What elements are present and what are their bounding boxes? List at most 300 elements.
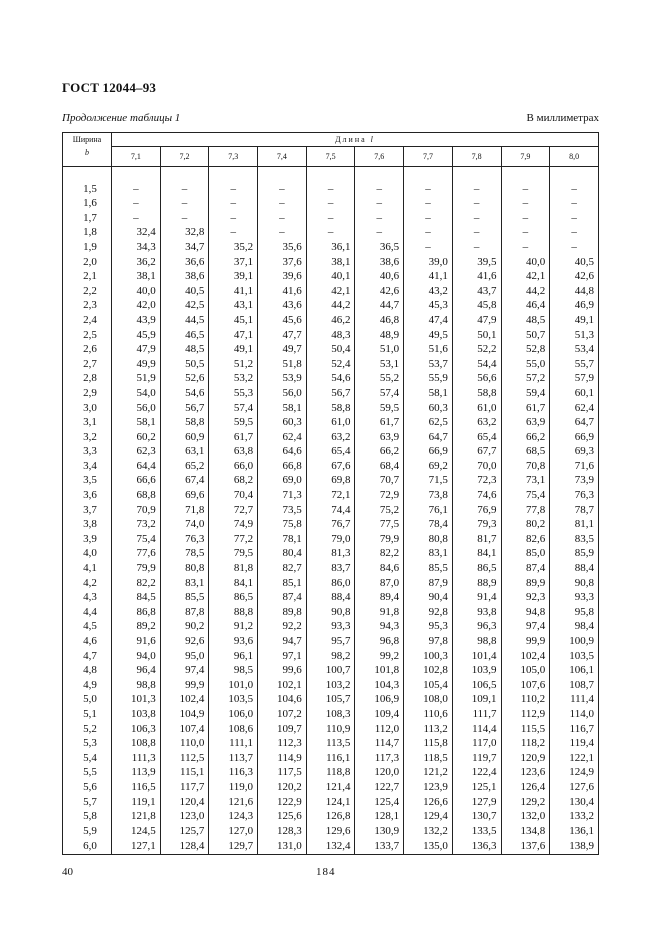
length-header <box>112 133 599 147</box>
area-cell: 63,1 <box>160 444 209 459</box>
area-cell: 40,5 <box>550 255 599 270</box>
length-column-header: 7,5 <box>306 147 355 167</box>
width-cell: 1,6 <box>63 196 112 211</box>
area-cell: 50,7 <box>501 328 550 343</box>
table-row <box>63 211 599 226</box>
table-row <box>63 532 599 547</box>
table-row <box>63 649 599 664</box>
area-cell: 67,6 <box>306 459 355 474</box>
area-cell: 85,1 <box>258 576 307 591</box>
area-cell: 121,6 <box>209 795 258 810</box>
area-cell: 85,5 <box>160 590 209 605</box>
area-cell: 78,1 <box>258 532 307 547</box>
area-cell: 92,8 <box>404 605 453 620</box>
area-cell: 42,1 <box>306 284 355 299</box>
area-cell: 92,3 <box>501 590 550 605</box>
area-cell: 67,4 <box>160 473 209 488</box>
area-cell: – <box>209 196 258 211</box>
area-cell: 47,7 <box>258 328 307 343</box>
width-cell: 4,9 <box>63 678 112 693</box>
area-cell: 52,2 <box>452 342 501 357</box>
area-cell: 133,2 <box>550 809 599 824</box>
area-cell: 125,7 <box>160 824 209 839</box>
area-cell: – <box>258 182 307 197</box>
area-cell: 124,5 <box>112 824 161 839</box>
width-symbol: b <box>85 148 89 157</box>
area-cell: 114,4 <box>452 722 501 737</box>
width-cell: 3,3 <box>63 444 112 459</box>
area-cell: 129,4 <box>404 809 453 824</box>
length-column-header: 7,1 <box>112 147 161 167</box>
area-cell: 56,6 <box>452 371 501 386</box>
area-cell: 74,9 <box>209 517 258 532</box>
area-cell: 71,5 <box>404 473 453 488</box>
area-cell: – <box>306 196 355 211</box>
area-cell: 49,1 <box>209 342 258 357</box>
width-cell: 4,2 <box>63 576 112 591</box>
area-cell: 49,7 <box>258 342 307 357</box>
area-cell: 73,9 <box>550 473 599 488</box>
area-cell: 108,8 <box>112 736 161 751</box>
area-cell: 83,1 <box>160 576 209 591</box>
area-cell: 75,4 <box>112 532 161 547</box>
area-cell: 103,9 <box>452 663 501 678</box>
width-cell: 4,4 <box>63 605 112 620</box>
area-cell: 118,2 <box>501 736 550 751</box>
width-cell: 4,6 <box>63 634 112 649</box>
area-cell: 116,7 <box>550 722 599 737</box>
area-cell: – <box>550 211 599 226</box>
area-cell: 96,1 <box>209 649 258 664</box>
area-cell: 126,6 <box>404 795 453 810</box>
area-cell: 98,4 <box>550 619 599 634</box>
area-cell: 57,4 <box>355 386 404 401</box>
area-cell: 106,5 <box>452 678 501 693</box>
area-cell: 135,0 <box>404 838 453 855</box>
width-cell: 3,4 <box>63 459 112 474</box>
area-cell: 70,4 <box>209 488 258 503</box>
area-cell: 32,8 <box>160 225 209 240</box>
area-cell: – <box>112 182 161 197</box>
area-cell: 87,9 <box>404 576 453 591</box>
area-cell: 42,6 <box>550 269 599 284</box>
width-cell: 2,1 <box>63 269 112 284</box>
area-cell: 97,4 <box>160 663 209 678</box>
area-cell: 125,1 <box>452 780 501 795</box>
area-cell: 55,2 <box>355 371 404 386</box>
area-cell: 109,1 <box>452 692 501 707</box>
area-cell: 80,8 <box>160 561 209 576</box>
area-cell: 66,2 <box>501 430 550 445</box>
area-cell: 35,6 <box>258 240 307 255</box>
area-cell: 49,1 <box>550 313 599 328</box>
area-cell: 98,2 <box>306 649 355 664</box>
table-row <box>63 663 599 678</box>
area-cell: 61,0 <box>306 415 355 430</box>
area-cell: 55,7 <box>550 357 599 372</box>
area-cell: 95,7 <box>306 634 355 649</box>
width-cell: 2,7 <box>63 357 112 372</box>
area-cell: 116,3 <box>209 765 258 780</box>
area-cell: 130,4 <box>550 795 599 810</box>
area-cell: 88,4 <box>306 590 355 605</box>
area-cell: 121,2 <box>404 765 453 780</box>
table-row <box>63 298 599 313</box>
width-label: Ширина <box>72 135 102 144</box>
area-cell: 119,1 <box>112 795 161 810</box>
area-cell: – <box>306 225 355 240</box>
area-cell: 38,1 <box>112 269 161 284</box>
table-row <box>63 795 599 810</box>
area-cell: 103,2 <box>306 678 355 693</box>
sheet-number: 184 <box>316 866 336 878</box>
area-cell: 45,8 <box>452 298 501 313</box>
area-cell: 82,2 <box>355 546 404 561</box>
width-cell: 1,5 <box>63 182 112 197</box>
area-cell: 82,2 <box>112 576 161 591</box>
area-cell: 45,9 <box>112 328 161 343</box>
width-cell: 5,8 <box>63 809 112 824</box>
area-cell: 46,2 <box>306 313 355 328</box>
table-row <box>63 517 599 532</box>
area-cell: 78,4 <box>404 517 453 532</box>
area-cell: 50,1 <box>452 328 501 343</box>
column-header-row <box>63 147 599 167</box>
area-cell: 40,0 <box>501 255 550 270</box>
area-cell: 46,4 <box>501 298 550 313</box>
area-cell: 122,9 <box>258 795 307 810</box>
area-cell: 117,3 <box>355 751 404 766</box>
width-cell: 3,9 <box>63 532 112 547</box>
area-cell: 120,9 <box>501 751 550 766</box>
area-cell: 85,9 <box>550 546 599 561</box>
table-row <box>63 736 599 751</box>
area-cell: 38,6 <box>160 269 209 284</box>
area-cell: 36,1 <box>306 240 355 255</box>
width-cell: 4,0 <box>63 546 112 561</box>
area-cell: 119,4 <box>550 736 599 751</box>
area-cell: 44,7 <box>355 298 404 313</box>
area-cell: 121,8 <box>112 809 161 824</box>
width-cell: 5,2 <box>63 722 112 737</box>
area-cell: 48,9 <box>355 328 404 343</box>
area-cell: 90,8 <box>306 605 355 620</box>
area-cell: 62,5 <box>404 415 453 430</box>
area-cell: 104,6 <box>258 692 307 707</box>
area-cell: 65,2 <box>160 459 209 474</box>
area-cell: 136,3 <box>452 838 501 855</box>
table-row <box>63 809 599 824</box>
area-cell: 49,9 <box>112 357 161 372</box>
area-cell: 130,7 <box>452 809 501 824</box>
area-cell: 86,8 <box>112 605 161 620</box>
area-cell: 71,3 <box>258 488 307 503</box>
area-cell: 60,3 <box>404 401 453 416</box>
width-cell: 4,1 <box>63 561 112 576</box>
width-cell: 2,2 <box>63 284 112 299</box>
area-cell: 99,9 <box>501 634 550 649</box>
width-cell: 5,3 <box>63 736 112 751</box>
area-cell: 89,9 <box>501 576 550 591</box>
area-cell: 98,8 <box>452 634 501 649</box>
area-cell: 60,3 <box>258 415 307 430</box>
area-cell: 56,0 <box>258 386 307 401</box>
area-cell: 54,4 <box>452 357 501 372</box>
table-row <box>63 576 599 591</box>
length-column-header: 7,6 <box>355 147 404 167</box>
area-cell: 107,6 <box>501 678 550 693</box>
area-cell: 95,8 <box>550 605 599 620</box>
table-row <box>63 401 599 416</box>
area-cell: 127,6 <box>550 780 599 795</box>
area-cell: 70,9 <box>112 503 161 518</box>
area-cell: – <box>501 240 550 255</box>
area-cell: 80,2 <box>501 517 550 532</box>
area-cell: 69,6 <box>160 488 209 503</box>
area-cell: 126,4 <box>501 780 550 795</box>
table-row <box>63 692 599 707</box>
area-cell: 78,5 <box>160 546 209 561</box>
area-cell: 129,6 <box>306 824 355 839</box>
area-cell: 132,2 <box>404 824 453 839</box>
area-cell: 32,4 <box>112 225 161 240</box>
area-cell: 114,0 <box>550 707 599 722</box>
area-cell: 96,8 <box>355 634 404 649</box>
area-cell: 71,6 <box>550 459 599 474</box>
area-cell: 73,8 <box>404 488 453 503</box>
area-cell: 56,7 <box>306 386 355 401</box>
width-cell: 3,2 <box>63 430 112 445</box>
table-row <box>63 430 599 445</box>
length-column-header: 7,3 <box>209 147 258 167</box>
area-cell: 96,4 <box>112 663 161 678</box>
area-cell: 93,3 <box>306 619 355 634</box>
area-cell: – <box>550 225 599 240</box>
area-cell: 99,2 <box>355 649 404 664</box>
area-cell: 39,6 <box>258 269 307 284</box>
area-cell: 93,8 <box>452 605 501 620</box>
area-cell: – <box>258 211 307 226</box>
area-cell: 76,3 <box>160 532 209 547</box>
area-cell: – <box>209 225 258 240</box>
area-cell: 64,4 <box>112 459 161 474</box>
area-cell: 94,3 <box>355 619 404 634</box>
table-row <box>63 751 599 766</box>
area-cell: 116,1 <box>306 751 355 766</box>
area-cell: 47,9 <box>112 342 161 357</box>
table-caption: Продолжение таблицы 1 <box>62 112 181 124</box>
area-cell: 42,1 <box>501 269 550 284</box>
area-cell: 128,1 <box>355 809 404 824</box>
area-cell: 52,8 <box>501 342 550 357</box>
area-cell: 45,1 <box>209 313 258 328</box>
area-cell: 43,7 <box>452 284 501 299</box>
area-cell: – <box>209 182 258 197</box>
area-cell: 51,2 <box>209 357 258 372</box>
area-cell: 76,3 <box>550 488 599 503</box>
area-cell: 66,8 <box>258 459 307 474</box>
area-cell: 43,2 <box>404 284 453 299</box>
area-cell: 41,6 <box>452 269 501 284</box>
area-cell: 84,1 <box>209 576 258 591</box>
width-cell: 5,1 <box>63 707 112 722</box>
area-cell: 42,0 <box>112 298 161 313</box>
width-cell: 5,4 <box>63 751 112 766</box>
table-row <box>63 182 599 197</box>
width-cell: 4,8 <box>63 663 112 678</box>
area-cell: 48,5 <box>501 313 550 328</box>
area-cell: 66,9 <box>404 444 453 459</box>
length-column-header: 8,0 <box>550 147 599 167</box>
table-row <box>63 415 599 430</box>
area-cell: 128,3 <box>258 824 307 839</box>
length-column-header: 7,4 <box>258 147 307 167</box>
area-cell: 132,4 <box>306 838 355 855</box>
width-cell: 4,5 <box>63 619 112 634</box>
area-cell: 82,6 <box>501 532 550 547</box>
area-cell: 45,3 <box>404 298 453 313</box>
area-cell: 66,0 <box>209 459 258 474</box>
area-cell: 58,1 <box>112 415 161 430</box>
area-cell: 112,3 <box>258 736 307 751</box>
area-cell: 105,0 <box>501 663 550 678</box>
width-cell: 1,9 <box>63 240 112 255</box>
page-number: 40 <box>62 866 73 878</box>
area-cell: 81,3 <box>306 546 355 561</box>
area-cell: 104,3 <box>355 678 404 693</box>
area-cell: 62,3 <box>112 444 161 459</box>
area-cell: 60,1 <box>550 386 599 401</box>
area-cell: 50,4 <box>306 342 355 357</box>
area-cell: 41,6 <box>258 284 307 299</box>
area-cell: – <box>306 211 355 226</box>
area-cell: 41,1 <box>404 269 453 284</box>
area-cell: 44,2 <box>306 298 355 313</box>
area-cell: 102,4 <box>501 649 550 664</box>
area-cell: 66,6 <box>112 473 161 488</box>
area-cell: 78,7 <box>550 503 599 518</box>
area-cell: 105,7 <box>306 692 355 707</box>
area-cell: 106,1 <box>550 663 599 678</box>
area-cell: 63,2 <box>306 430 355 445</box>
area-cell: 53,2 <box>209 371 258 386</box>
width-cell: 2,4 <box>63 313 112 328</box>
area-cell: 76,7 <box>306 517 355 532</box>
area-cell: 62,4 <box>550 401 599 416</box>
width-cell: 6,0 <box>63 838 112 855</box>
area-cell: 77,6 <box>112 546 161 561</box>
area-cell: 124,9 <box>550 765 599 780</box>
table-body <box>63 167 599 855</box>
area-cell: 100,7 <box>306 663 355 678</box>
area-cell: 120,4 <box>160 795 209 810</box>
table-row <box>63 269 599 284</box>
area-cell: 91,2 <box>209 619 258 634</box>
area-cell: 113,2 <box>404 722 453 737</box>
area-cell: 122,4 <box>452 765 501 780</box>
area-cell: 127,9 <box>452 795 501 810</box>
area-cell: 87,4 <box>258 590 307 605</box>
width-cell: 2,9 <box>63 386 112 401</box>
area-cell: 64,6 <box>258 444 307 459</box>
table-row <box>63 196 599 211</box>
area-cell: – <box>501 211 550 226</box>
area-cell: 88,8 <box>209 605 258 620</box>
table-row <box>63 255 599 270</box>
area-cell: 111,1 <box>209 736 258 751</box>
table-row <box>63 240 599 255</box>
area-cell: 115,8 <box>404 736 453 751</box>
table-row <box>63 371 599 386</box>
area-cell: – <box>550 182 599 197</box>
area-cell: 58,1 <box>404 386 453 401</box>
length-label: Длина <box>335 135 367 144</box>
area-cell: 72,7 <box>209 503 258 518</box>
area-cell: 72,9 <box>355 488 404 503</box>
area-cell: – <box>209 211 258 226</box>
area-cell: – <box>501 225 550 240</box>
area-cell: 76,9 <box>452 503 501 518</box>
area-cell: 100,9 <box>550 634 599 649</box>
area-cell: 51,0 <box>355 342 404 357</box>
table-row <box>63 444 599 459</box>
length-column-header: 7,8 <box>452 147 501 167</box>
area-cell: 68,4 <box>355 459 404 474</box>
area-cell: 129,7 <box>209 838 258 855</box>
area-cell: 94,8 <box>501 605 550 620</box>
area-cell: 101,8 <box>355 663 404 678</box>
area-cell: 37,6 <box>258 255 307 270</box>
area-cell: 73,1 <box>501 473 550 488</box>
width-cell: 2,3 <box>63 298 112 313</box>
area-cell: 106,3 <box>112 722 161 737</box>
length-column-header: 7,9 <box>501 147 550 167</box>
area-cell: 120,0 <box>355 765 404 780</box>
area-cell: 129,2 <box>501 795 550 810</box>
area-cell: 45,6 <box>258 313 307 328</box>
table-row <box>63 824 599 839</box>
table-row <box>63 357 599 372</box>
area-cell: 52,6 <box>160 371 209 386</box>
area-cell: – <box>306 182 355 197</box>
area-cell: 55,9 <box>404 371 453 386</box>
area-cell: – <box>452 211 501 226</box>
width-cell: 2,5 <box>63 328 112 343</box>
area-cell: 44,8 <box>550 284 599 299</box>
area-cell: 108,0 <box>404 692 453 707</box>
area-cell: – <box>501 182 550 197</box>
area-cell: 40,6 <box>355 269 404 284</box>
area-cell: 112,9 <box>501 707 550 722</box>
area-cell: 61,7 <box>501 401 550 416</box>
area-cell: 79,9 <box>112 561 161 576</box>
area-cell: 58,8 <box>160 415 209 430</box>
table-row <box>63 561 599 576</box>
area-cell: 67,7 <box>452 444 501 459</box>
area-cell: 54,6 <box>306 371 355 386</box>
area-cell: 51,9 <box>112 371 161 386</box>
area-cell: 56,7 <box>160 401 209 416</box>
area-cell: 101,3 <box>112 692 161 707</box>
area-cell: 34,3 <box>112 240 161 255</box>
length-column-header: 7,7 <box>404 147 453 167</box>
table-row <box>63 678 599 693</box>
width-cell: 2,8 <box>63 371 112 386</box>
table-row <box>63 386 599 401</box>
area-cell: 99,9 <box>160 678 209 693</box>
area-cell: 70,7 <box>355 473 404 488</box>
area-cell: 86,5 <box>452 561 501 576</box>
